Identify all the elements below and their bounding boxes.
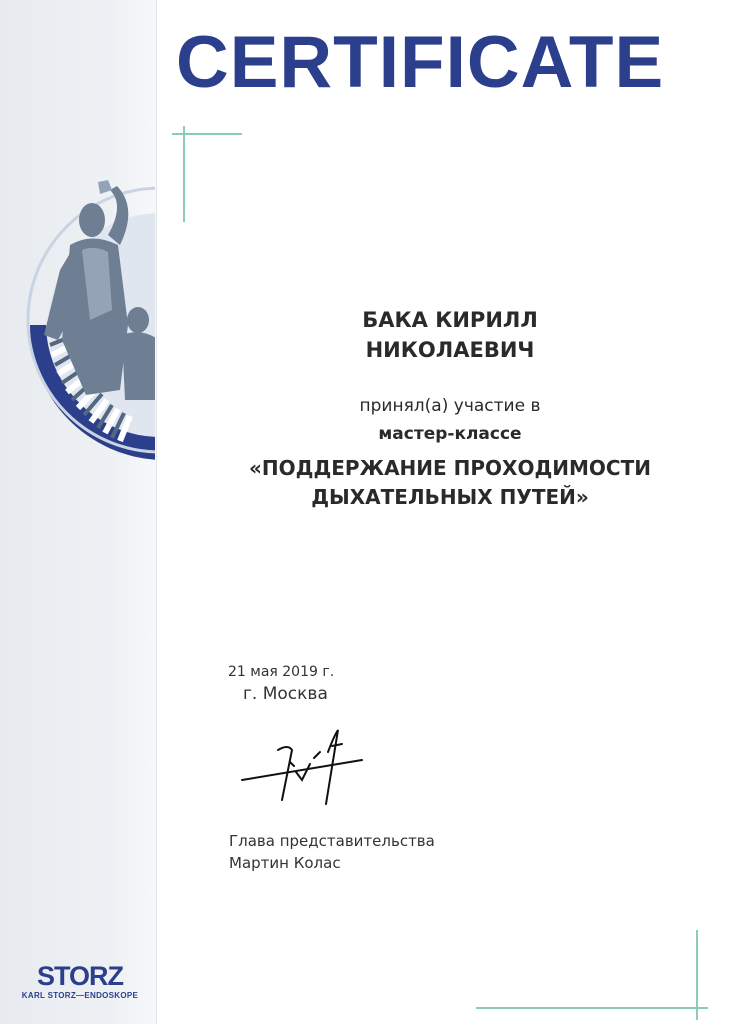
storz-logo [10,963,150,1000]
recipient-name-line1: БАКА КИРИЛЛ [362,308,538,332]
signer-name: Мартин Колас [229,854,341,872]
signer-position: Глава представительства [229,832,435,850]
corner-mark-top-vertical [183,126,185,222]
course-title-line1: «ПОДДЕРЖАНИЕ ПРОХОДИМОСТИ [248,456,651,480]
course-title-line2: ДЫХАТЕЛЬНЫХ ПУТЕЙ» [311,485,589,509]
logo-main-text: STORZ [36,961,123,991]
corner-mark-bottom-vertical [696,930,698,1020]
event-type: мастер-классе [378,424,522,444]
certificate-title: CERTIFICATE [176,22,665,103]
corner-mark-bottom-horizontal [476,1007,708,1009]
sculpture-emblem [0,150,156,470]
certificate-date: 21 мая 2019 г. [228,664,335,680]
recipient-name-line2: НИКОЛАЕВИЧ [365,338,535,362]
participation-text: принял(а) участие в [359,396,541,416]
signature [230,722,380,812]
logo-sub-text: KARL STORZ—ENDOSKOPE [21,991,139,1000]
certificate-city: г. Москва [243,684,328,704]
